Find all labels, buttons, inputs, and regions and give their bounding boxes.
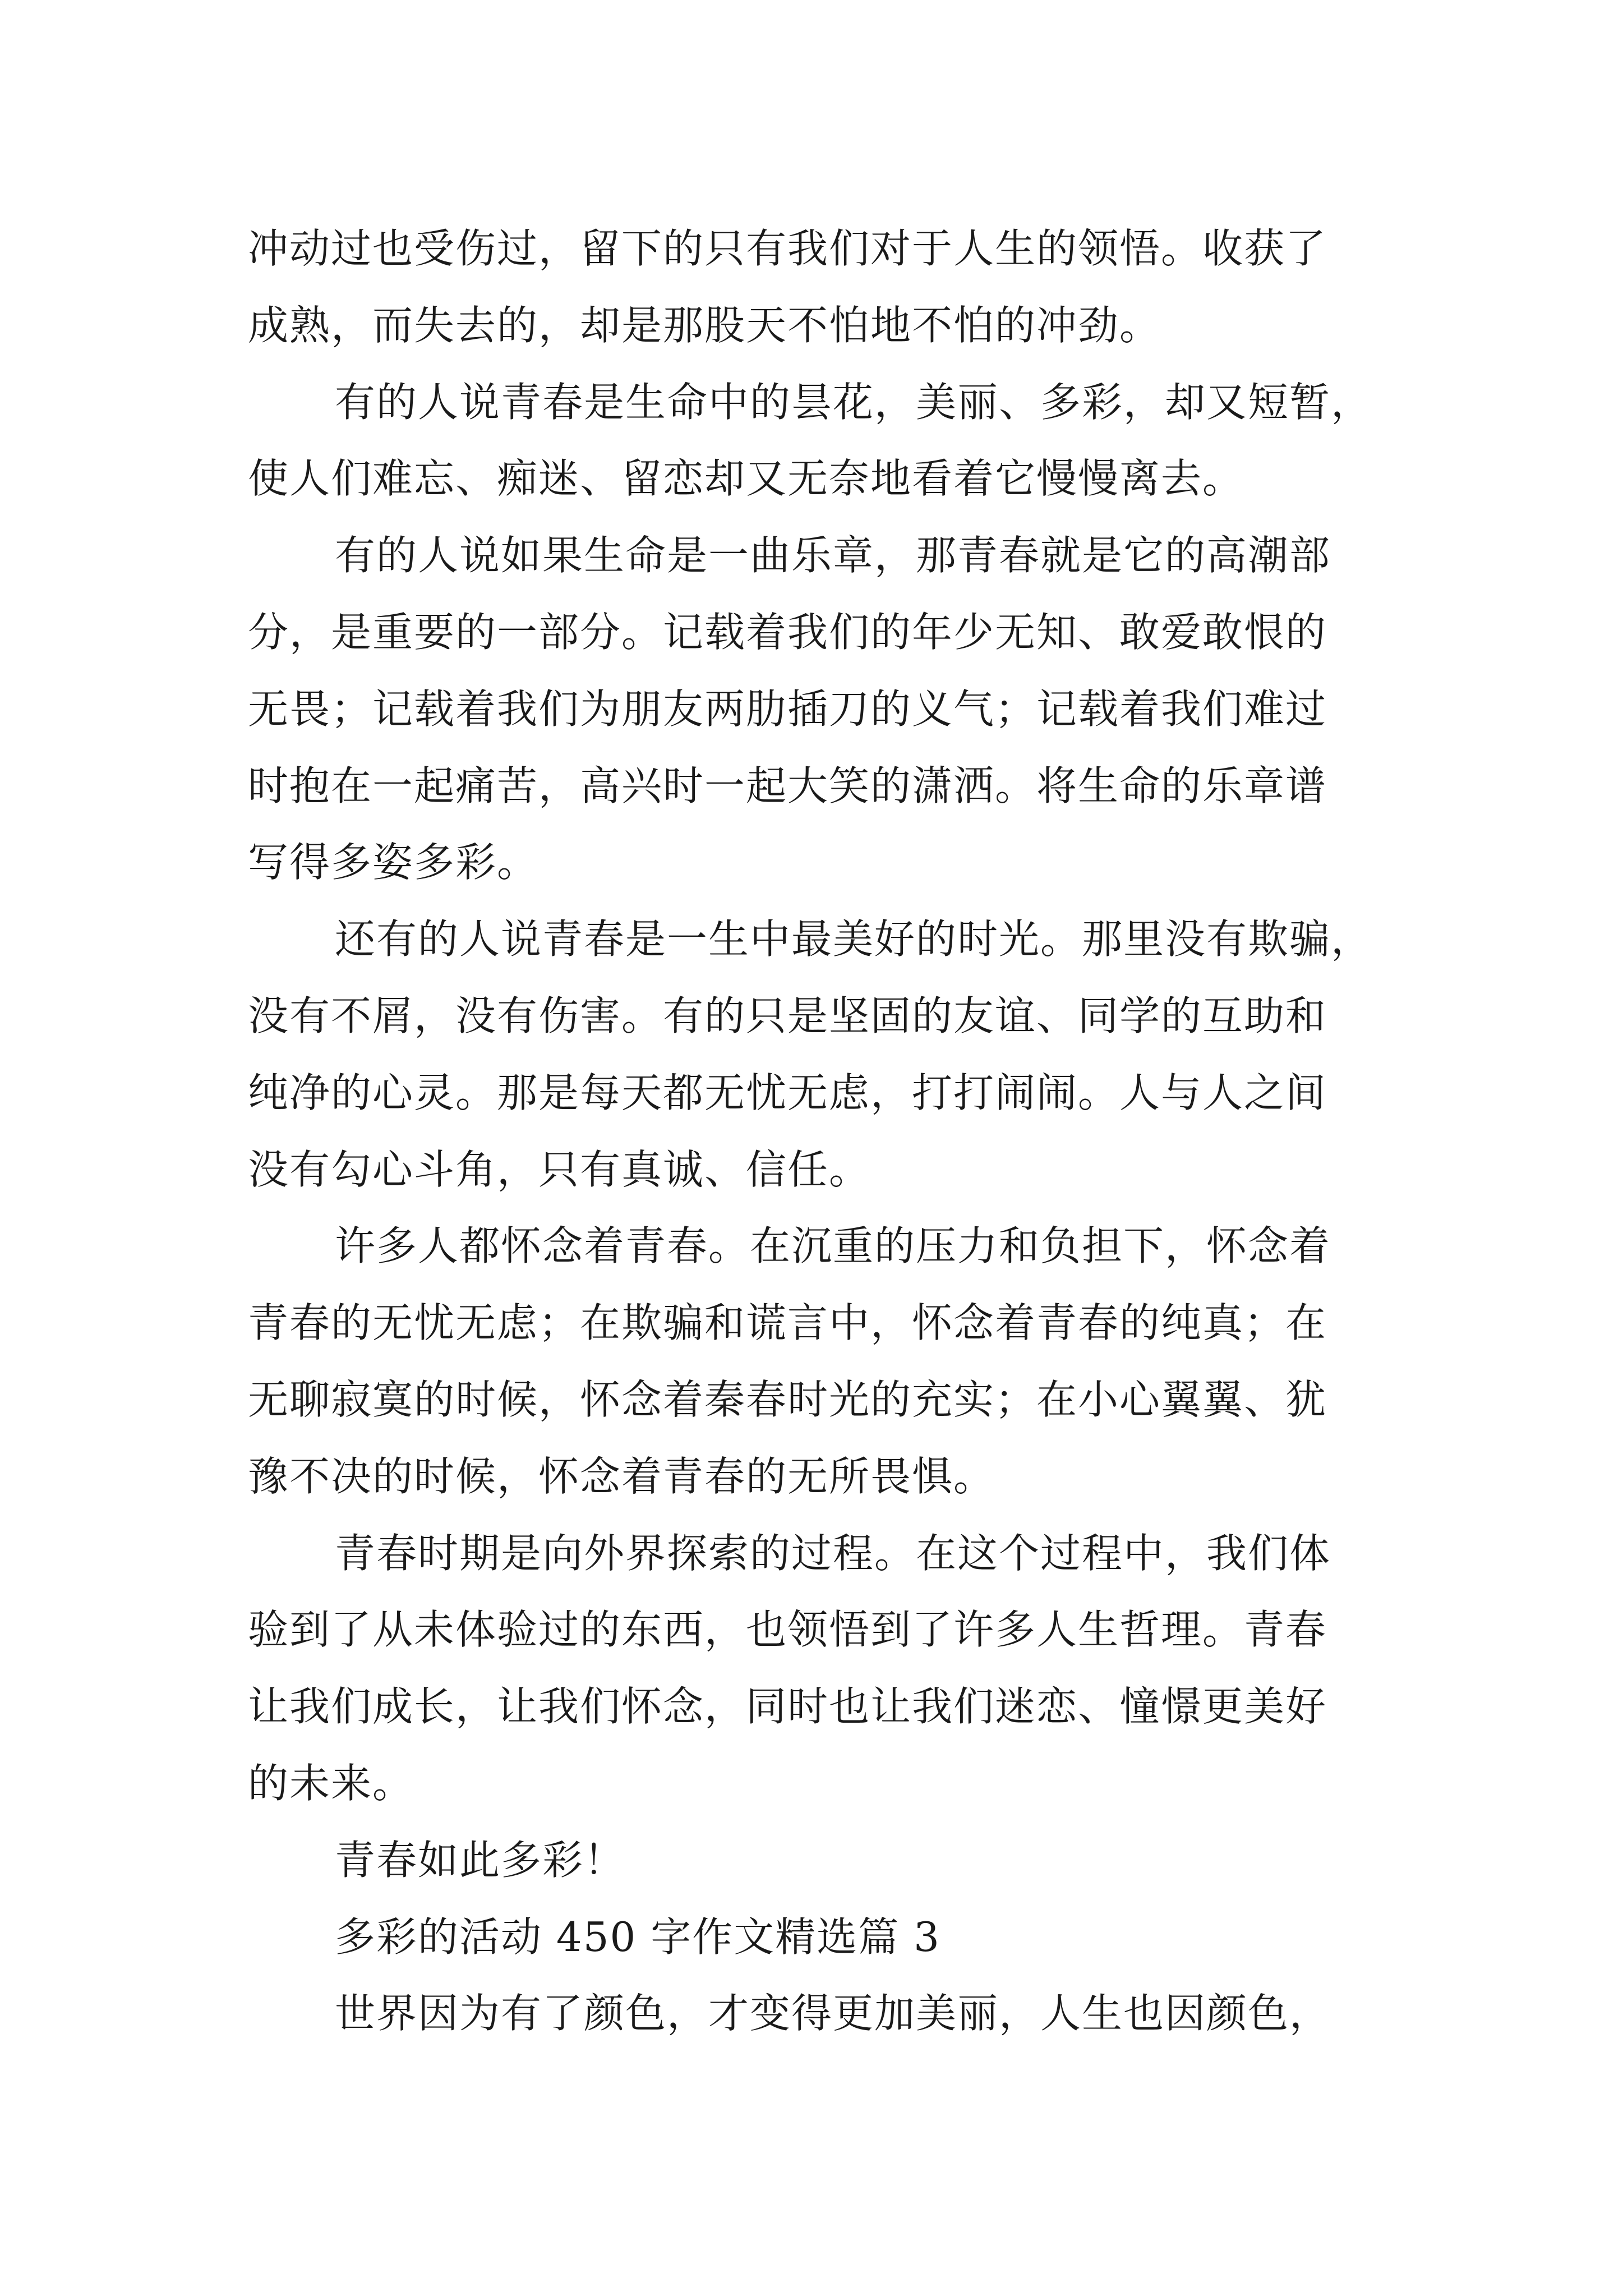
text-line: 纯净的心灵。那是每天都无忧无虑，打打闹闹。人与人之间 — [248, 1069, 1327, 1116]
paragraph-start-line: 许多人都怀念着青春。在沉重的压力和负担下，怀念着 — [335, 1222, 1331, 1270]
section-heading: 多彩的活动 450 字作文精选篇 3 — [335, 1913, 940, 1961]
paragraph-start-line: 有的人说青春是生命中的昙花，美丽、多彩，却又短暂， — [335, 378, 1373, 426]
text-line: 让我们成长，让我们怀念，同时也让我们迷恋、憧憬更美好 — [248, 1683, 1327, 1731]
text-line: 无畏；记载着我们为朋友两肋插刀的义气；记载着我们难过 — [248, 685, 1327, 733]
text-line: 写得多姿多彩。 — [248, 839, 539, 886]
text-line: 没有勾心斗角，只有真诚、信任。 — [248, 1145, 871, 1193]
text-line: 使人们难忘、痴迷、留恋却又无奈地看着它慢慢离去。 — [248, 455, 1244, 503]
text-line: 无聊寂寞的时候，怀念着秦春时光的充实；在小心翼翼、犹 — [248, 1375, 1327, 1423]
text-line: 冲动过也受伤过，留下的只有我们对于人生的领悟。收获了 — [248, 225, 1327, 272]
text-line: 豫不决的时候，怀念着青春的无所畏惧。 — [248, 1452, 995, 1500]
text-line: 成熟，而失去的，却是那股天不怕地不怕的冲劲。 — [248, 301, 1161, 349]
document-body — [248, 210, 1392, 2052]
paragraph-start-line: 青春时期是向外界探索的过程。在这个过程中，我们体 — [335, 1529, 1331, 1577]
paragraph-start-line: 青春如此多彩！ — [335, 1836, 626, 1884]
paragraph-start-line: 还有的人说青春是一生中最美好的时光。那里没有欺骗， — [335, 915, 1373, 963]
text-line: 时抱在一起痛苦，高兴时一起大笑的潇洒。将生命的乐章谱 — [248, 762, 1327, 809]
paragraph-start-line: 有的人说如果生命是一曲乐章，那青春就是它的高潮部 — [335, 532, 1331, 579]
text-line: 青春的无忧无虑；在欺骗和谎言中，怀念着青春的纯真；在 — [248, 1299, 1327, 1347]
text-line: 的未来。 — [248, 1759, 414, 1807]
text-line: 分，是重要的一部分。记载着我们的年少无知、敢爱敢恨的 — [248, 608, 1327, 656]
paragraph-start-line: 世界因为有了颜色，才变得更加美丽，人生也因颜色， — [335, 1990, 1331, 2037]
text-line: 没有不屑，没有伤害。有的只是坚固的友谊、同学的互助和 — [248, 992, 1327, 1039]
text-line: 验到了从未体验过的东西，也领悟到了许多人生哲理。青春 — [248, 1606, 1327, 1654]
